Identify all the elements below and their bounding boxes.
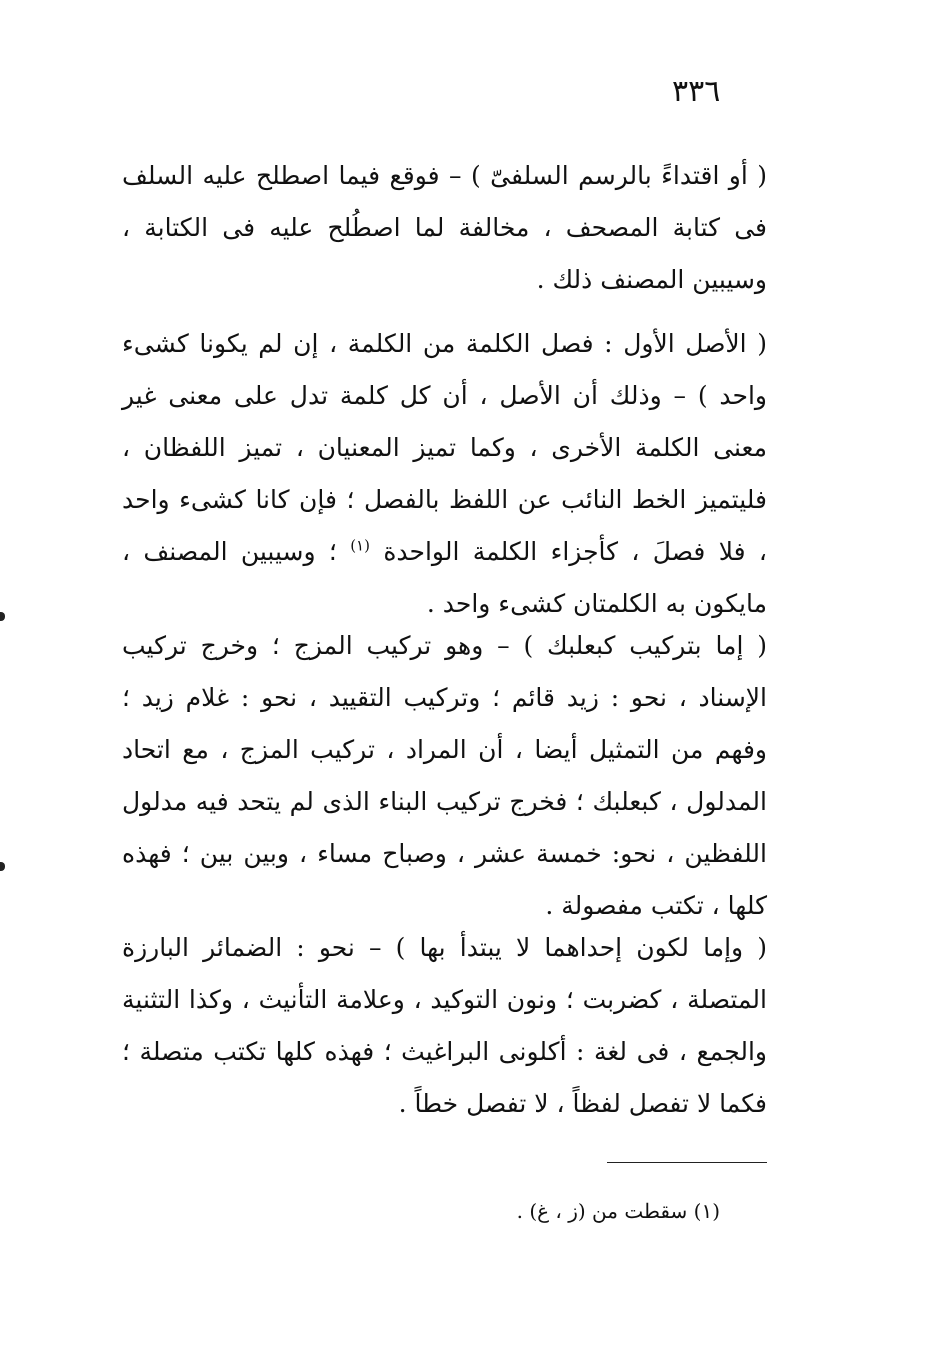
paragraph-line: فكما لا تفصل لفظاً ، لا تفصل خطاً .	[398, 1089, 767, 1118]
scan-edge-mark	[0, 862, 5, 871]
paragraph-line: المتصلة ، كضربت ؛ ونون التوكيد ، وعلامة التأنيث ، وكذا التثنية	[122, 985, 767, 1014]
page-number: ٣٣٦	[672, 74, 721, 109]
paragraph-line: كشىء واحد ) – وذلك أن الأصل ، أن كل كلمة تدل على معنى	[122, 329, 768, 410]
paragraph-line: ( إما بتركيب كبعلبك ) – وهو تركيب المزج ؛ وخرج تركيب	[122, 631, 767, 660]
paragraph-line: الخط النائب عن اللفظ بالفصل ؛ فإن كانا كشىء واحد ، فلا	[122, 485, 767, 566]
paragraph-line: ( وإما لكون إحداهما لا يبتدأ بها ) – نحو : الضمائر البارزة	[122, 933, 767, 962]
paragraph-line: الإسناد ، نحو : زيد قائم ؛ وتركيب التقييد ، نحو : غلام زيد ؛ وفهم	[122, 683, 767, 764]
paragraph-line: الكلمتان كشىء واحد .	[426, 589, 658, 618]
paragraph-line: نحو: خمسة عشر ، وصباح مساء ، وبين بين ؛ فهذه كلها ، تكتب	[122, 839, 767, 920]
paragraph-1	[122, 150, 767, 306]
paragraph-line: ( الأصل الأول : فصل الكلمة من الكلمة ، إن لم يكونا	[199, 329, 767, 358]
paragraph-line: وسيبين المصنف ذلك .	[536, 265, 767, 294]
paragraph-line: غير معنى الكلمة الأخرى ، وكما تميز المعنيان ، تميز اللفظان ، فليتميز	[122, 381, 767, 514]
paragraph-line: ( أو اقتداءً بالرسم السلفىّ ) – فوقع فيما اصطلح عليه	[202, 161, 767, 190]
footnote: (١) سقطت من (ز ، غ) .	[516, 1199, 720, 1223]
scan-edge-mark	[0, 612, 5, 621]
paragraph-3	[122, 620, 767, 932]
footnote-reference: (١)	[350, 536, 370, 555]
paragraph-line: ؛ وسيبين المصنف ، مايكون به	[122, 537, 767, 618]
paragraph-line: والجمع ، فى لغة : أكلونى البراغيث ؛ فهذه كلها تكتب متصلة ؛	[122, 1037, 767, 1066]
paragraph-2	[122, 318, 767, 630]
paragraph-line: من التمثيل أيضا ، أن المراد ، تركيب المزج ، مع اتحاد المدلول ،	[122, 735, 767, 816]
paragraph-line: السلف فى كتابة المصحف ، مخالفة لما اصطُلح عليه فى الكتابة ،	[122, 161, 767, 242]
paragraph-line: فصلَ ، كأجزاء الكلمة الواحدة	[383, 537, 706, 566]
paragraph-line: كبعلبك ؛ فخرج تركيب البناء الذى لم يتحد فيه مدلول اللفظين ،	[122, 787, 767, 868]
paragraph-4	[122, 922, 767, 1130]
footnote-divider	[607, 1162, 767, 1163]
paragraph-line: مفصولة .	[545, 891, 643, 920]
